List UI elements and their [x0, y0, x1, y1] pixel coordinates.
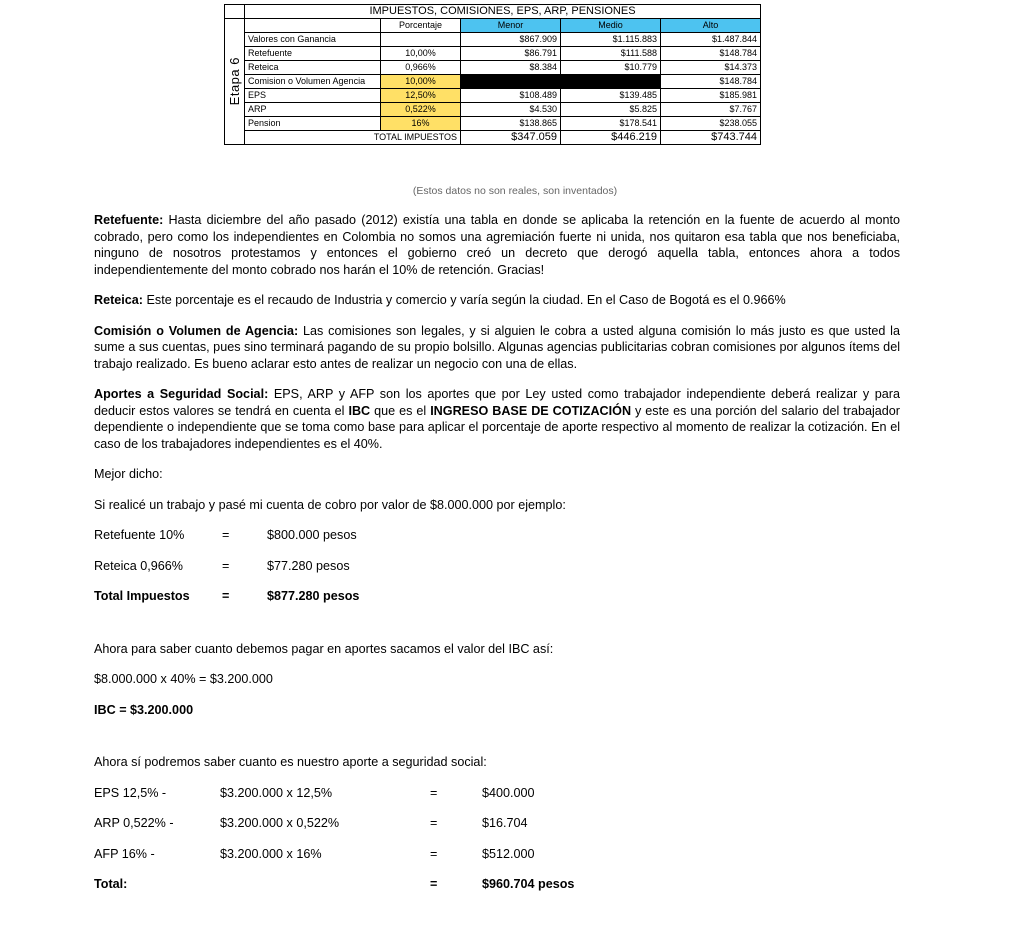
etapa-label-cell	[225, 19, 245, 145]
row-medio: $139.485	[561, 89, 661, 103]
table-header-row	[225, 19, 761, 33]
table-row	[225, 103, 761, 117]
row-alto: $1.487.844	[661, 33, 761, 47]
paragraph-mejor-dicho: Mejor dicho:	[94, 467, 163, 481]
table-row	[225, 117, 761, 131]
row-label: Retefuente	[245, 47, 381, 61]
row-medio: $178.541	[561, 117, 661, 131]
calc-label: Reteica 0,966%	[94, 558, 183, 573]
table-title-row	[225, 5, 761, 19]
social-equals: =	[430, 877, 438, 891]
calc-row	[94, 527, 900, 544]
paragraph-si-realice: Si realicé un trabajo y pasé mi cuenta de cobro por valor de $8.000.000 por ejemplo:	[94, 497, 566, 512]
calc-row-total	[94, 588, 900, 605]
row-menor: $8.384	[461, 61, 561, 75]
spacer	[94, 619, 900, 641]
document-body	[94, 212, 900, 907]
social-value: $16.704	[482, 816, 528, 830]
calc-equals: =	[222, 589, 230, 603]
aportes-body-2: que es el	[370, 403, 431, 418]
row-menor: $4.530	[461, 103, 561, 117]
paragraph-ahora-aporte: Ahora sí podremos saber cuanto es nuestro aporte a seguridad social:	[94, 755, 487, 769]
aportes-body-1: EPS, ARP y AFP son los aportes que por Ley usted como trabajador independiente deberá realizar y para deducir estos valores se tendrá en cuenta el	[94, 387, 900, 418]
social-row	[94, 815, 900, 832]
social-label: ARP 0,522% -	[94, 816, 174, 830]
table-total-row	[225, 131, 761, 145]
aportes-ibc: IBC	[348, 403, 371, 418]
total-menor: $347.059	[461, 131, 561, 145]
comision-title: Comisión o Volumen de Agencia:	[94, 323, 299, 338]
row-label: EPS	[245, 89, 381, 103]
table-row	[225, 47, 761, 61]
row-alto: $14.373	[661, 61, 761, 75]
social-label: AFP 16% -	[94, 846, 155, 861]
row-medio: $10.779	[561, 61, 661, 75]
impuestos-table-container	[224, 4, 760, 145]
calc-equals: =	[222, 558, 230, 573]
row-alto: $148.784	[661, 75, 761, 89]
row-label: Comision o Volumen Agencia	[245, 75, 381, 89]
paragraph-reteica	[94, 292, 900, 309]
row-menor: $108.489	[461, 89, 561, 103]
paragraph-ibc-calc: $8.000.000 x 40% = $3.200.000	[94, 672, 273, 686]
table-row	[225, 75, 761, 89]
row-menor: $86.791	[461, 47, 561, 61]
social-label: EPS 12,5% -	[94, 785, 167, 800]
row-percent: 10,00%	[381, 75, 461, 89]
calc-label: Retefuente 10%	[94, 528, 185, 542]
paragraph-aportes	[94, 386, 900, 452]
total-alto: $743.744	[661, 131, 761, 145]
row-percent: 10,00%	[381, 47, 461, 61]
calc-row	[94, 558, 900, 575]
table-row	[225, 61, 761, 75]
row-percent: 12,50%	[381, 89, 461, 103]
row-medio: $5.825	[561, 103, 661, 117]
social-formula: $3.200.000 x 16%	[220, 846, 322, 861]
social-equals: =	[430, 846, 438, 861]
row-alto: $7.767	[661, 103, 761, 117]
comision-body: Las comisiones son legales, y si alguien le cobra a usted alguna comisión lo más justo es que usted la sume a sus cuentas, pues sino terminará pagando de su propio bolsillo. Algunas agencias publicitarias cobran comisiones por algunos ítems del trabajo realizado. Es bueno aclarar esto antes de realizar un negocio con una de ellas.	[94, 323, 900, 371]
row-medio-blocked	[561, 75, 661, 89]
total-label: TOTAL IMPUESTOS	[245, 131, 461, 145]
social-label: Total:	[94, 877, 128, 891]
row-percent: 0,966%	[381, 61, 461, 75]
impuestos-table	[224, 4, 761, 145]
aportes-ingreso-base: INGRESO BASE DE COTIZACIÓN	[430, 403, 632, 418]
calc-equals: =	[222, 528, 230, 542]
social-value: $400.000	[482, 785, 535, 800]
etapa-label: Etapa 6	[227, 56, 242, 106]
reteica-title: Reteica:	[94, 293, 143, 307]
row-percent: 16%	[381, 117, 461, 131]
header-menor: Menor	[461, 19, 561, 33]
total-medio: $446.219	[561, 131, 661, 145]
social-equals: =	[430, 816, 438, 830]
social-row	[94, 846, 900, 863]
row-menor: $138.865	[461, 117, 561, 131]
social-equals: =	[430, 785, 438, 800]
table-row	[225, 89, 761, 103]
spacer-cell	[225, 5, 245, 19]
social-row	[94, 785, 900, 802]
row-label: Valores con Ganancia	[245, 33, 381, 47]
row-alto: $185.981	[661, 89, 761, 103]
header-alto: Alto	[661, 19, 761, 33]
row-percent	[381, 33, 461, 47]
header-medio: Medio	[561, 19, 661, 33]
retefuente-title: Retefuente:	[94, 213, 164, 227]
aportes-title: Aportes a Seguridad Social:	[94, 387, 269, 401]
table-row	[225, 33, 761, 47]
row-menor-blocked	[461, 75, 561, 89]
retefuente-body: Hasta diciembre del año pasado (2012) existía una tabla en donde se aplicaba la retención en la fuente de acuerdo al monto cobrado, pero como los independientes en Colombia no somos una agremiación fuerte ni unida, nos quitaron esa tabla que nos beneficiaba, ninguno de nosotros protestamos y entonces el gobierno creó un decreto que derogó aquella tabla, entonces ahora a todos independientemente del monto cobrado nos harán el 10% de retención. Gracias!	[94, 213, 900, 277]
table-caption: (Estos datos no son reales, son inventados)	[412, 185, 618, 197]
row-label: Pension	[245, 117, 381, 131]
calc-value: $877.280 pesos	[267, 589, 360, 603]
header-blank	[245, 19, 381, 33]
row-alto: $238.055	[661, 117, 761, 131]
paragraph-ahora-ibc: Ahora para saber cuanto debemos pagar en aportes sacamos el valor del IBC así:	[94, 641, 554, 656]
social-formula: $3.200.000 x 12,5%	[220, 785, 333, 800]
paragraph-comision	[94, 323, 900, 373]
header-percent: Porcentaje	[381, 19, 461, 33]
calc-value: $77.280 pesos	[267, 558, 350, 573]
row-label: ARP	[245, 103, 381, 117]
social-value: $512.000	[482, 846, 535, 861]
row-medio: $1.115.883	[561, 33, 661, 47]
row-menor: $867.909	[461, 33, 561, 47]
row-medio: $111.588	[561, 47, 661, 61]
social-formula: $3.200.000 x 0,522%	[220, 816, 340, 830]
calc-label: Total Impuestos	[94, 589, 190, 603]
paragraph-ibc-result: IBC = $3.200.000	[94, 702, 194, 717]
reteica-body: Este porcentaje es el recaudo de Industria y comercio y varía según la ciudad. En el Caso de Bogotá es el 0.966%	[143, 293, 786, 307]
row-percent: 0,522%	[381, 103, 461, 117]
calc-value: $800.000 pesos	[267, 528, 357, 542]
social-formula	[220, 876, 430, 893]
social-value: $960.704 pesos	[482, 877, 575, 891]
table-title: IMPUESTOS, COMISIONES, EPS, ARP, PENSIONES	[245, 5, 761, 19]
row-label: Reteica	[245, 61, 381, 75]
paragraph-retefuente	[94, 212, 900, 278]
row-alto: $148.784	[661, 47, 761, 61]
aportes-body-3: y este es una porción del salario del trabajador dependiente o independiente que se toma como base para aplicar el porcentaje de aporte respectivo al momento de realizar la cotización. En el caso de los trabajadores independientes es el 40%.	[94, 403, 900, 451]
social-row-total	[94, 876, 900, 893]
spacer	[94, 732, 900, 754]
